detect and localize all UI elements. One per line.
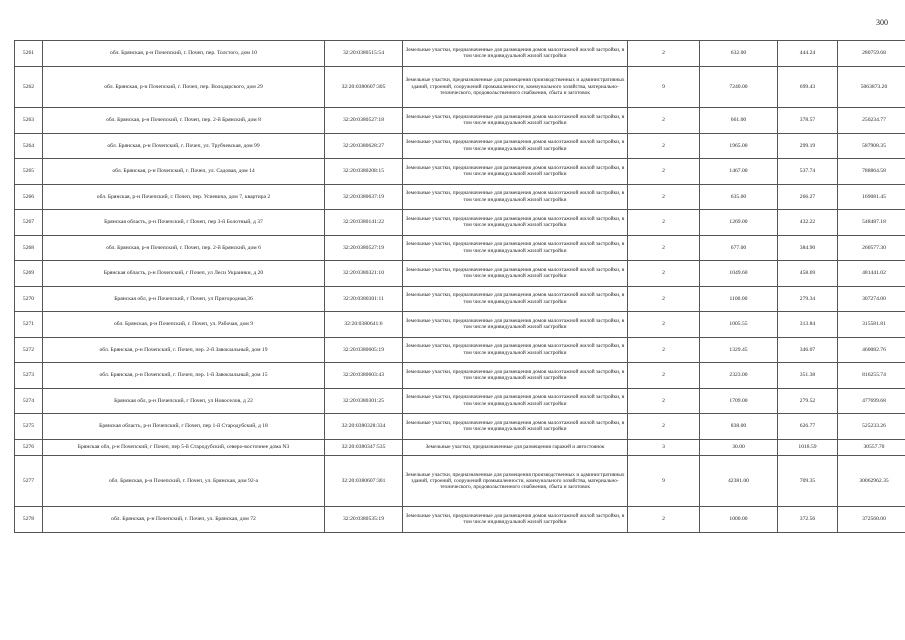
- cadastral-number-cell: 32:20:0380347:535: [325, 439, 403, 456]
- land-use-cell: Земельные участки, предназначенные для размещения домов малоэтажной жилой застройки, в том числе индивидуальной жилой застройки: [403, 184, 628, 210]
- row-number-cell: 5277: [15, 456, 43, 507]
- table-row: [15, 456, 905, 507]
- area-cell: 1005.55: [700, 312, 778, 338]
- rate-cell: 299.19: [778, 133, 838, 159]
- value-cell: 260577.30: [838, 235, 905, 261]
- rate-cell: 626.77: [778, 414, 838, 440]
- land-use-cell: Земельные участки, предназначенные для размещения производственных и административных зданий, строений, сооружений промышленности, коммунального хозяйства, материально-технического, продовольственного снабжения, сбыта и заготовок: [403, 456, 628, 507]
- table-row: [15, 363, 905, 389]
- area-cell: 1965.00: [700, 133, 778, 159]
- address-cell: обл. Брянская, р-н Почепский, г. Почеп, пер. 2-й Брянский, дом 6: [43, 235, 325, 261]
- rate-cell: 537.74: [778, 159, 838, 185]
- area-cell: 1049.60: [700, 261, 778, 287]
- row-number-cell: 5265: [15, 159, 43, 185]
- value-cell: 30557.70: [838, 439, 905, 456]
- rate-cell: 372.56: [778, 507, 838, 533]
- area-cell: 2323.00: [700, 363, 778, 389]
- address-cell: обл. Брянская, р-н Почепский, г. Почеп, пер. 2-й Завокзальный, дом 19: [43, 337, 325, 363]
- group-cell: 3: [628, 439, 700, 456]
- table-row: [15, 235, 905, 261]
- area-cell: 1269.00: [700, 210, 778, 236]
- row-number-cell: 5261: [15, 41, 43, 67]
- area-cell: 677.00: [700, 235, 778, 261]
- rate-cell: 432.22: [778, 210, 838, 236]
- rate-cell: 279.52: [778, 388, 838, 414]
- address-cell: обл. Брянская, р-н Почепский, г. Почеп, ул. Брянская, дом 92-а: [43, 456, 325, 507]
- cadastral-number-cell: 32:20:0380515:54: [325, 41, 403, 67]
- area-cell: 1329.45: [700, 337, 778, 363]
- rate-cell: 444.24: [778, 41, 838, 67]
- rate-cell: 1018.59: [778, 439, 838, 456]
- group-cell: 2: [628, 312, 700, 338]
- address-cell: Брянская область, р-н Почепский, г Почеп, пер 3-й Болотный, д 37: [43, 210, 325, 236]
- address-cell: обл. Брянская, р-н Почепский, г. Почеп, ул. Садовая, дом 14: [43, 159, 325, 185]
- value-cell: 372560.00: [838, 507, 905, 533]
- cadastral-number-cell: 32:20:0380527:19: [325, 235, 403, 261]
- row-number-cell: 5262: [15, 66, 43, 108]
- area-cell: 838.00: [700, 414, 778, 440]
- land-use-cell: Земельные участки, предназначенные для размещения домов малоэтажной жилой застройки, в том числе индивидуальной жилой застройки: [403, 507, 628, 533]
- cadastral-number-cell: 32:20:0380527:18: [325, 108, 403, 134]
- address-cell: Брянская обл, р-н Почепский, г Почеп, пер 5-й Стародубский, северо-восточнее дома N3: [43, 439, 325, 456]
- table-row: [15, 159, 905, 185]
- address-cell: обл. Брянская, р-н Почепский, г. Почеп, пер. Володарского, дом 29: [43, 66, 325, 108]
- rate-cell: 699.43: [778, 66, 838, 108]
- land-use-cell: Земельные участки, предназначенные для размещения домов малоэтажной жилой застройки, в том числе индивидуальной жилой застройки: [403, 261, 628, 287]
- area-cell: 1709.00: [700, 388, 778, 414]
- row-number-cell: 5276: [15, 439, 43, 456]
- land-use-cell: Земельные участки, предназначенные для размещения домов малоэтажной жилой застройки, в том числе индивидуальной жилой застройки: [403, 286, 628, 312]
- row-number-cell: 5272: [15, 337, 43, 363]
- address-cell: обл. Брянская, р-н Почепский, г. Почеп, ул. Брянская, дом 72: [43, 507, 325, 533]
- value-cell: 481441.02: [838, 261, 905, 287]
- group-cell: 2: [628, 184, 700, 210]
- land-use-cell: Земельные участки, предназначенные для размещения домов малоэтажной жилой застройки, в том числе индивидуальной жилой застройки: [403, 210, 628, 236]
- address-cell: Брянская область, р-н Почепский, г Почеп, пер 1-й Стародубский, д 18: [43, 414, 325, 440]
- table-row: [15, 312, 905, 338]
- row-number-cell: 5278: [15, 507, 43, 533]
- value-cell: 788864.58: [838, 159, 905, 185]
- land-use-cell: Земельные участки, предназначенные для размещения домов малоэтажной жилой застройки, в том числе индивидуальной жилой застройки: [403, 363, 628, 389]
- cadastral-number-cell: 32:20:0380208:15: [325, 159, 403, 185]
- land-use-cell: Земельные участки, предназначенные для размещения домов малоэтажной жилой застройки, в том числе индивидуальной жилой застройки: [403, 235, 628, 261]
- group-cell: 2: [628, 507, 700, 533]
- value-cell: 548487.18: [838, 210, 905, 236]
- group-cell: 2: [628, 261, 700, 287]
- row-number-cell: 5268: [15, 235, 43, 261]
- address-cell: Брянская область, р-н Почепский, г Почеп, ул Леси Украинки, д 20: [43, 261, 325, 287]
- table-row: [15, 41, 905, 67]
- rate-cell: 709.35: [778, 456, 838, 507]
- rate-cell: 346.07: [778, 337, 838, 363]
- area-cell: 1100.00: [700, 286, 778, 312]
- table-row: [15, 66, 905, 108]
- table-row: [15, 388, 905, 414]
- address-cell: Брянская обл, р-н Почепский, г Почеп, ул Новоселов, д 22: [43, 388, 325, 414]
- group-cell: 2: [628, 108, 700, 134]
- table-row: [15, 439, 905, 456]
- row-number-cell: 5269: [15, 261, 43, 287]
- group-cell: 2: [628, 159, 700, 185]
- land-use-cell: Земельные участки, предназначенные для размещения гаражей и автостоянок: [403, 439, 628, 456]
- cadastral-number-cell: 32:20:0380328:334: [325, 414, 403, 440]
- row-number-cell: 5273: [15, 363, 43, 389]
- rate-cell: 313.84: [778, 312, 838, 338]
- rate-cell: 384.90: [778, 235, 838, 261]
- table-row: [15, 108, 905, 134]
- cadastral-number-cell: 32:20:0380605:19: [325, 337, 403, 363]
- cadastral-number-cell: 32:20:0380301:11: [325, 286, 403, 312]
- table-row: [15, 184, 905, 210]
- land-use-cell: Земельные участки, предназначенные для размещения домов малоэтажной жилой застройки, в том числе индивидуальной жилой застройки: [403, 133, 628, 159]
- group-cell: 2: [628, 235, 700, 261]
- address-cell: обл. Брянская, р-н Почепский, г. Почеп, пер. 2-й Брянский, дом 8: [43, 108, 325, 134]
- area-cell: 30.00: [700, 439, 778, 456]
- value-cell: 525233.26: [838, 414, 905, 440]
- value-cell: 250234.77: [838, 108, 905, 134]
- cadastral-number-cell: 32:20:0380607:301: [325, 456, 403, 507]
- address-cell: обл. Брянская, р-н Почепский, г. Почеп, пер. Толстого, дом 10: [43, 41, 325, 67]
- group-cell: 2: [628, 210, 700, 236]
- rate-cell: 378.57: [778, 108, 838, 134]
- value-cell: 307274.00: [838, 286, 905, 312]
- land-use-cell: Земельные участки, предназначенные для размещения домов малоэтажной жилой застройки, в том числе индивидуальной жилой застройки: [403, 108, 628, 134]
- land-use-cell: Земельные участки, предназначенные для размещения производственных и административных зданий, строений, сооружений промышленности, коммунального хозяйства, материально-технического, продовольственного снабжения, сбыта и заготовок: [403, 66, 628, 108]
- land-use-cell: Земельные участки, предназначенные для размещения домов малоэтажной жилой застройки, в том числе индивидуальной жилой застройки: [403, 159, 628, 185]
- row-number-cell: 5271: [15, 312, 43, 338]
- land-use-cell: Земельные участки, предназначенные для размещения домов малоэтажной жилой застройки, в том числе индивидуальной жилой застройки: [403, 41, 628, 67]
- row-number-cell: 5263: [15, 108, 43, 134]
- value-cell: 5063873.20: [838, 66, 905, 108]
- row-number-cell: 5275: [15, 414, 43, 440]
- group-cell: 2: [628, 337, 700, 363]
- cadastral-number-cell: 32:20:0380637:19: [325, 184, 403, 210]
- area-cell: 1000.00: [700, 507, 778, 533]
- value-cell: 315581.81: [838, 312, 905, 338]
- group-cell: 9: [628, 66, 700, 108]
- cadastral-number-cell: 32:20:0380141:22: [325, 210, 403, 236]
- value-cell: 460082.76: [838, 337, 905, 363]
- address-cell: обл. Брянская, р-н Почепский, г. Почеп, пер. Усиевича, дом 7, квартира 2: [43, 184, 325, 210]
- land-use-cell: Земельные участки, предназначенные для размещения домов малоэтажной жилой застройки, в том числе индивидуальной жилой застройки: [403, 388, 628, 414]
- rate-cell: 351.38: [778, 363, 838, 389]
- value-cell: 30062962.35: [838, 456, 905, 507]
- value-cell: 280759.68: [838, 41, 905, 67]
- cadastral-number-cell: 32:20:0380603:43: [325, 363, 403, 389]
- rate-cell: 279.34: [778, 286, 838, 312]
- group-cell: 2: [628, 414, 700, 440]
- page-number: 300: [876, 18, 888, 27]
- value-cell: 816255.74: [838, 363, 905, 389]
- value-cell: 169081.45: [838, 184, 905, 210]
- group-cell: 2: [628, 41, 700, 67]
- table-row: [15, 261, 905, 287]
- group-cell: 2: [628, 388, 700, 414]
- row-number-cell: 5264: [15, 133, 43, 159]
- row-number-cell: 5270: [15, 286, 43, 312]
- land-use-cell: Земельные участки, предназначенные для размещения домов малоэтажной жилой застройки, в том числе индивидуальной жилой застройки: [403, 414, 628, 440]
- table-row: [15, 133, 905, 159]
- cadastral-value-table: [14, 40, 905, 533]
- row-number-cell: 5267: [15, 210, 43, 236]
- rate-cell: 458.69: [778, 261, 838, 287]
- land-use-cell: Земельные участки, предназначенные для размещения домов малоэтажной жилой застройки, в том числе индивидуальной жилой застройки: [403, 312, 628, 338]
- row-number-cell: 5266: [15, 184, 43, 210]
- address-cell: обл. Брянская, р-н Почепский, г. Почеп, пер. 1-й Завокзальный, дом 15: [43, 363, 325, 389]
- area-cell: 632.00: [700, 41, 778, 67]
- area-cell: 7240.00: [700, 66, 778, 108]
- cadastral-number-cell: 32:20:0380535:19: [325, 507, 403, 533]
- cadastral-number-cell: 32:20:0380607:305: [325, 66, 403, 108]
- table-row: [15, 507, 905, 533]
- value-cell: 477699.68: [838, 388, 905, 414]
- area-cell: 635.00: [700, 184, 778, 210]
- address-cell: обл. Брянская, р-н Почепский, г. Почеп, ул. Рабочая, дом 9: [43, 312, 325, 338]
- group-cell: 2: [628, 133, 700, 159]
- cadastral-number-cell: 32:20:0380641:6: [325, 312, 403, 338]
- area-cell: 42381.00: [700, 456, 778, 507]
- cadastral-number-cell: 32:20:0380301:25: [325, 388, 403, 414]
- area-cell: 661.00: [700, 108, 778, 134]
- table-row: [15, 210, 905, 236]
- table-row: [15, 337, 905, 363]
- cadastral-number-cell: 32:20:0380321:10: [325, 261, 403, 287]
- group-cell: 2: [628, 363, 700, 389]
- address-cell: обл. Брянская, р-н Почепский, г. Почеп, ул. Трубчевская, дом 99: [43, 133, 325, 159]
- value-cell: 587908.35: [838, 133, 905, 159]
- address-cell: Брянская обл, р-н Почепский, г Почеп, ул Пригородная,36: [43, 286, 325, 312]
- row-number-cell: 5274: [15, 388, 43, 414]
- table-row: [15, 286, 905, 312]
- group-cell: 2: [628, 286, 700, 312]
- land-use-cell: Земельные участки, предназначенные для размещения домов малоэтажной жилой застройки, в том числе индивидуальной жилой застройки: [403, 337, 628, 363]
- area-cell: 1467.00: [700, 159, 778, 185]
- cadastral-number-cell: 32:20:0380628:27: [325, 133, 403, 159]
- table-row: [15, 414, 905, 440]
- group-cell: 9: [628, 456, 700, 507]
- rate-cell: 266.27: [778, 184, 838, 210]
